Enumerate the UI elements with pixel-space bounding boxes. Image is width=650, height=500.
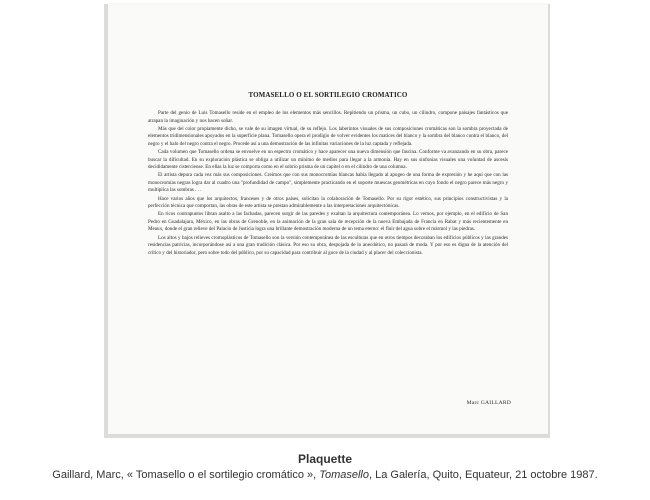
document-sheet <box>108 4 548 434</box>
author-signature: Marc GAILLARD <box>466 400 511 406</box>
body-paragraph: El artista depura cada vez más sus composiciones. Creímos que con sus monocromías blancas había llegado al apogeo de una forma de expresión y he aquí que con las monocromías negras logra dar al cuadro una "profundidad de campo", simplemente practicando en el soporte muescas geométricas en cuyo fondo el negro parece más negro y multiplica las sombras . . . <box>148 172 508 194</box>
caption-reference <box>0 469 650 481</box>
caption-ref-italic: Tomasello <box>319 469 369 481</box>
body-paragraph: Hace varios años que los arquitectos, franceses y de otros países, solicitan la colaboración de Tomasello. Por su rigor estético, sus principios constructivistas y la perfección técnica que comportan, las obras de este artista se prestan admirablemente a las interpretaciones arquitectónicas. <box>148 195 508 210</box>
caption-title: Plaquette <box>297 452 352 466</box>
document-title: TOMASELLO O EL SORTILEGIO CROMATICO <box>248 91 408 99</box>
document-body <box>148 110 508 258</box>
body-paragraph: Parte del genio de Luis Tomasello reside en el empleo de los elementos más sencillos. Repitiendo un prisma, un cubo, un cilindro, compone paisajes fantásticos que atrapan la imaginación y nos hacen soñar. <box>148 110 508 124</box>
body-paragraph: Más que del color propiamente dicho, se vale de su imagen virtual, de su reflejo. Los laberintos visuales de sus composiciones cromáticas son la sombra proyectada de elementos tridimensionales apoyados en la superficie plana. Tomasello opera el prodigio de volver evidentes los matices del blanco y la sombra del blanco contra el blanco, del negro y el halo del negro contra el negro. Procede así a una demostración de las infinitas variaciones de la luz captada y reflejada. <box>148 125 508 147</box>
body-paragraph: Los altos y bajos relieves cromoplásticos de Tomasello son la versión contemporánea de las esculturas que en otros tiempos decoraban los edificios públicos y las grandes residencias patricias, incorporándose así a una gran tradición clásica. Por eso su obra, despojada de lo anecdótico, no pasará de moda. Y por eso es digna de la atención del crítico y del historiador, pero sobre todo del público, por su capacidad para contribuir al goce de la ciudad y al placer del coleccionista. <box>148 234 508 256</box>
body-paragraph: En ricos contrapuntos libran asalto a las fachadas, parecen surgir de las paredes y exaltan la arquitectura contemporánea. Lo vemos, por ejemplo, en el edificio de San Pedro en Guadalajara, México, en las obras de Grenoble, en la animación de la gran sala de recepción de la nueva Embajada de Francia en Rabat y más recientemente en Meaux, donde el gran relieve del Palacio de Justicia logra una brillante demostración moderna de un tema eterno: el fluir del agua sobre el mármol y las piedras. <box>148 211 508 233</box>
caption-ref-start: Gaillard, Marc, « Tomasello o el sortilegio cromático », <box>52 469 320 481</box>
body-paragraph: Cada volumen que Tomasello ordena se envuelve en un espectro cromático y hace aparecer una nueva dimensión que fascina. Conforme va avanzando en su obra, parece buscar la dificultad. En su exploración plástica se obliga a utilizar un mínimo de medios para llegar a la armonía. Hay en sus sinfonías visuales una voluntad de ascesis decididamente cisterciense. En ellas la luz se comporta como en el sobrio prisma de un capitel o en el cilindro de una columna. <box>148 148 508 171</box>
caption-ref-end: , La Galería, Quito, Equateur, 21 octobre 1987. <box>368 469 598 481</box>
